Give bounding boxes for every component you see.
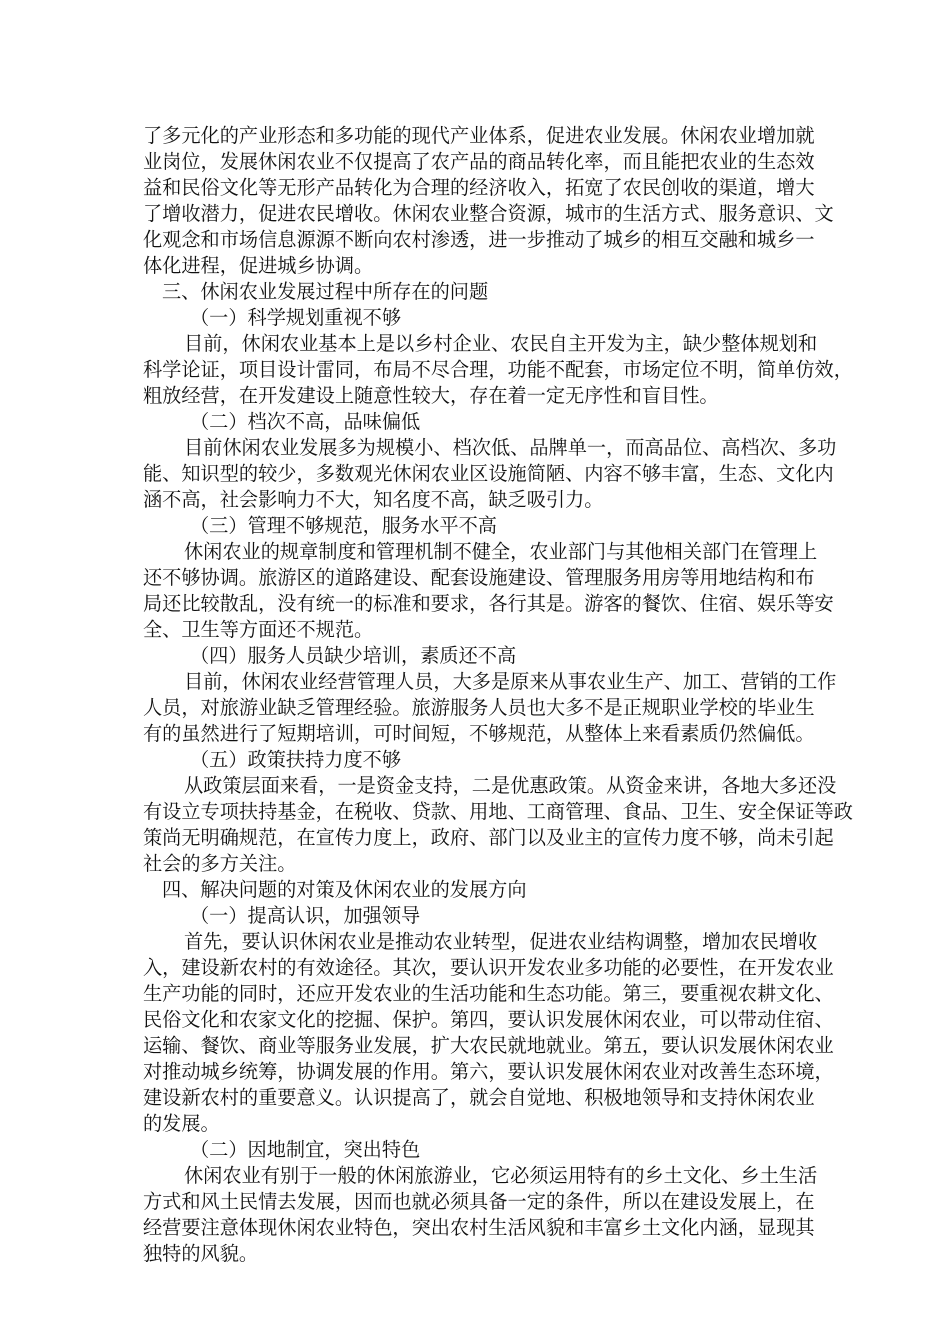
subsection-heading: （一）提高认识，加强领导	[190, 904, 421, 927]
paragraph-line: 目前休闲农业发展多为规模小、档次低、品牌单一，而高品位、高档次、多功	[184, 436, 837, 459]
paragraph-line: 休闲农业的规章制度和管理机制不健全，农业部门与其他相关部门在管理上	[184, 540, 818, 563]
paragraph-line: 生产功能的同时，还应开发农业的生活功能和生态功能。第三，要重视农耕文化、	[143, 982, 834, 1005]
paragraph-line: 对推动城乡统筹，协调发展的作用。第六，要认识发展休闲农业对改善生态环境，	[143, 1060, 834, 1083]
paragraph-line: 的发展。	[143, 1112, 220, 1135]
paragraph-line: 能、知识型的较少，多数观光休闲农业区设施简陋、内容不够丰富，生态、文化内	[143, 462, 834, 485]
paragraph-line: 科学论证，项目设计雷同，布局不尽合理，功能不配套，市场定位不明，简单仿效，	[143, 358, 853, 381]
paragraph-line: 休闲农业有别于一般的休闲旅游业，它必须运用特有的乡土文化、乡土生活	[184, 1164, 818, 1187]
subsection-heading: （一）科学规划重视不够	[190, 306, 402, 329]
paragraph-line: 目前，休闲农业基本上是以乡村企业、农民自主开发为主，缺少整体规划和	[184, 332, 818, 355]
paragraph-line: 运输、餐饮、商业等服务业发展，扩大农民就地就业。第五，要认识发展休闲农业	[143, 1034, 834, 1057]
paragraph-line: 涵不高，社会影响力不大，知名度不高，缺乏吸引力。	[143, 488, 604, 511]
paragraph-line: 社会的多方关注。	[143, 852, 297, 875]
paragraph-line: 还不够协调。旅游区的道路建设、配套设施建设、管理服务用房等用地结构和布	[143, 566, 815, 589]
subsection-heading: （二）档次不高，品味偏低	[190, 410, 421, 433]
paragraph-line: 化观念和市场信息源源不断向农村渗透，进一步推动了城乡的相互交融和城乡一	[143, 228, 815, 251]
paragraph-line: 有的虽然进行了短期培训，可时间短，不够规范，从整体上来看素质仍然偏低。	[143, 722, 815, 745]
paragraph-line: 体化进程，促进城乡协调。	[143, 254, 374, 277]
paragraph-line: 经营要注意体现休闲农业特色，突出农村生活风貌和丰富乡土文化内涵，显现其	[143, 1216, 815, 1239]
section-heading: 三、休闲农业发展过程中所存在的问题	[162, 280, 489, 303]
section-heading: 四、解决问题的对策及休闲农业的发展方向	[162, 878, 527, 901]
paragraph-line: 益和民俗文化等无形产品转化为合理的经济收入，拓宽了农民创收的渠道，增大	[143, 176, 815, 199]
paragraph-line: 业岗位，发展休闲农业不仅提高了农产品的商品转化率，而且能把农业的生态效	[143, 150, 815, 173]
paragraph-line: 策尚无明确规范，在宣传力度上，政府、部门以及业主的宣传力度不够，尚未引起	[143, 826, 834, 849]
paragraph-line: 入，建设新农村的有效途径。其次，要认识开发农业多功能的必要性，在开发农业	[143, 956, 834, 979]
paragraph-line: 独特的风貌。	[143, 1242, 259, 1265]
paragraph-line: 全、卫生等方面还不规范。	[143, 618, 374, 641]
paragraph-line: 粗放经营，在开发建设上随意性较大，存在着一定无序性和盲目性。	[143, 384, 719, 407]
paragraph-line: 方式和风土民情去发展，因而也就必须具备一定的条件，所以在建设发展上，在	[143, 1190, 815, 1213]
paragraph-line: 了多元化的产业形态和多功能的现代产业体系，促进农业发展。休闲农业增加就	[143, 124, 815, 147]
paragraph-line: 首先，要认识休闲农业是推动农业转型，促进农业结构调整，增加农民增收	[184, 930, 818, 953]
paragraph-line: 局还比较散乱，没有统一的标准和要求，各行其是。游客的餐饮、住宿、娱乐等安	[143, 592, 834, 615]
subsection-heading: （四）服务人员缺少培训，素质还不高	[190, 644, 517, 667]
paragraph-line: 有设立专项扶持基金，在税收、贷款、用地、工商管理、食品、卫生、安全保证等政	[143, 800, 853, 823]
paragraph-line: 了增收潜力，促进农民增收。休闲农业整合资源，城市的生活方式、服务意识、文	[143, 202, 834, 225]
paragraph-line: 建设新农村的重要意义。认识提高了，就会自觉地、积极地领导和支持休闲农业	[143, 1086, 815, 1109]
paragraph-line: 民俗文化和农家文化的挖掘、保护。第四，要认识发展休闲农业，可以带动住宿、	[143, 1008, 834, 1031]
subsection-heading: （五）政策扶持力度不够	[190, 748, 402, 771]
paragraph-line: 人员，对旅游业缺乏管理经验。旅游服务人员也大多不是正规职业学校的毕业生	[143, 696, 815, 719]
subsection-heading: （二）因地制宜，突出特色	[190, 1138, 421, 1161]
subsection-heading: （三）管理不够规范，服务水平不高	[190, 514, 497, 537]
paragraph-line: 从政策层面来看，一是资金支持，二是优惠政策。从资金来讲，各地大多还没	[184, 774, 837, 797]
paragraph-line: 目前，休闲农业经营管理人员，大多是原来从事农业生产、加工、营销的工作	[184, 670, 837, 693]
